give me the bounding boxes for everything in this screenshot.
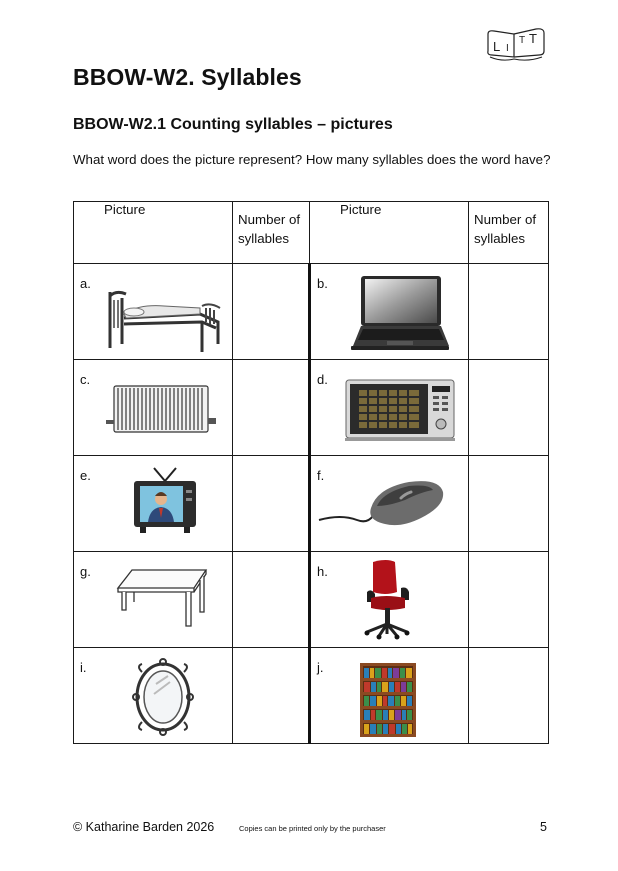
picture-cell-j [310, 648, 469, 744]
header-picture-left: Picture [74, 202, 233, 264]
answer-cell-g[interactable] [233, 552, 310, 648]
answer-cell-d[interactable] [469, 360, 549, 456]
header-number-line1: Number of [238, 212, 301, 227]
item-label: d. [317, 372, 328, 387]
answer-cell-i[interactable] [233, 648, 310, 744]
section-title: BBOW-W2.1 Counting syllables – pictures [73, 116, 393, 133]
item-label: a. [80, 276, 91, 291]
answer-cell-c[interactable] [233, 360, 310, 456]
microwave-icon [345, 378, 455, 442]
table-row [74, 264, 549, 360]
table-row [74, 456, 549, 552]
table-row [74, 360, 549, 456]
item-label: b. [317, 276, 328, 291]
header-number-line2: syllables [238, 231, 289, 246]
table-row [74, 552, 549, 648]
computer-mouse-icon [317, 476, 449, 538]
footer-notice: Copies can be printed only by the purchaser [239, 824, 386, 833]
item-label: f. [317, 468, 325, 483]
footer-copyright: © Katharine Barden 2026 [73, 820, 215, 834]
television-icon [130, 466, 200, 536]
item-label: j. [317, 660, 324, 675]
item-label: i. [80, 660, 87, 675]
logo-letter-t1: T [519, 35, 526, 46]
picture-cell-h [310, 552, 469, 648]
page-title: BBOW-W2. Syllables [73, 64, 302, 90]
bookcase-icon [359, 662, 417, 738]
picture-cell-f [310, 456, 469, 552]
header-number-left [233, 202, 310, 264]
header-row [74, 202, 549, 264]
item-label: g. [80, 564, 91, 579]
picture-cell-e [74, 456, 233, 552]
office-chair-icon [361, 558, 417, 640]
header-picture-right: Picture [310, 202, 469, 264]
answer-cell-a[interactable] [233, 264, 310, 360]
logo-letter-i: I [506, 43, 509, 54]
picture-cell-c [74, 360, 233, 456]
item-label: e. [80, 468, 91, 483]
answer-cell-f[interactable] [469, 456, 549, 552]
page-number: 5 [540, 820, 547, 834]
table-row [74, 648, 549, 744]
header-number-line2: syllables [474, 231, 525, 246]
table-icon [114, 566, 210, 632]
mirror-icon [132, 658, 194, 736]
answer-cell-b[interactable] [469, 264, 549, 360]
header-number-right [469, 202, 549, 264]
logo-letter-l: L [493, 39, 501, 54]
picture-cell-a [74, 264, 233, 360]
syllable-table [73, 201, 549, 744]
answer-cell-e[interactable] [233, 456, 310, 552]
laptop-icon [349, 274, 451, 354]
bed-icon [104, 282, 224, 352]
picture-cell-g [74, 552, 233, 648]
litt-logo [484, 24, 550, 64]
picture-cell-d [310, 360, 469, 456]
picture-cell-b [310, 264, 469, 360]
radiator-icon [106, 382, 218, 440]
answer-cell-j[interactable] [469, 648, 549, 744]
item-label: c. [80, 372, 91, 387]
logo-letter-t2: T [529, 31, 537, 46]
answer-cell-h[interactable] [469, 552, 549, 648]
header-number-line1: Number of [474, 212, 537, 227]
picture-cell-i [74, 648, 233, 744]
instructions: What word does the picture represent? How many syllables does the word have? [73, 152, 551, 167]
item-label: h. [317, 564, 328, 579]
